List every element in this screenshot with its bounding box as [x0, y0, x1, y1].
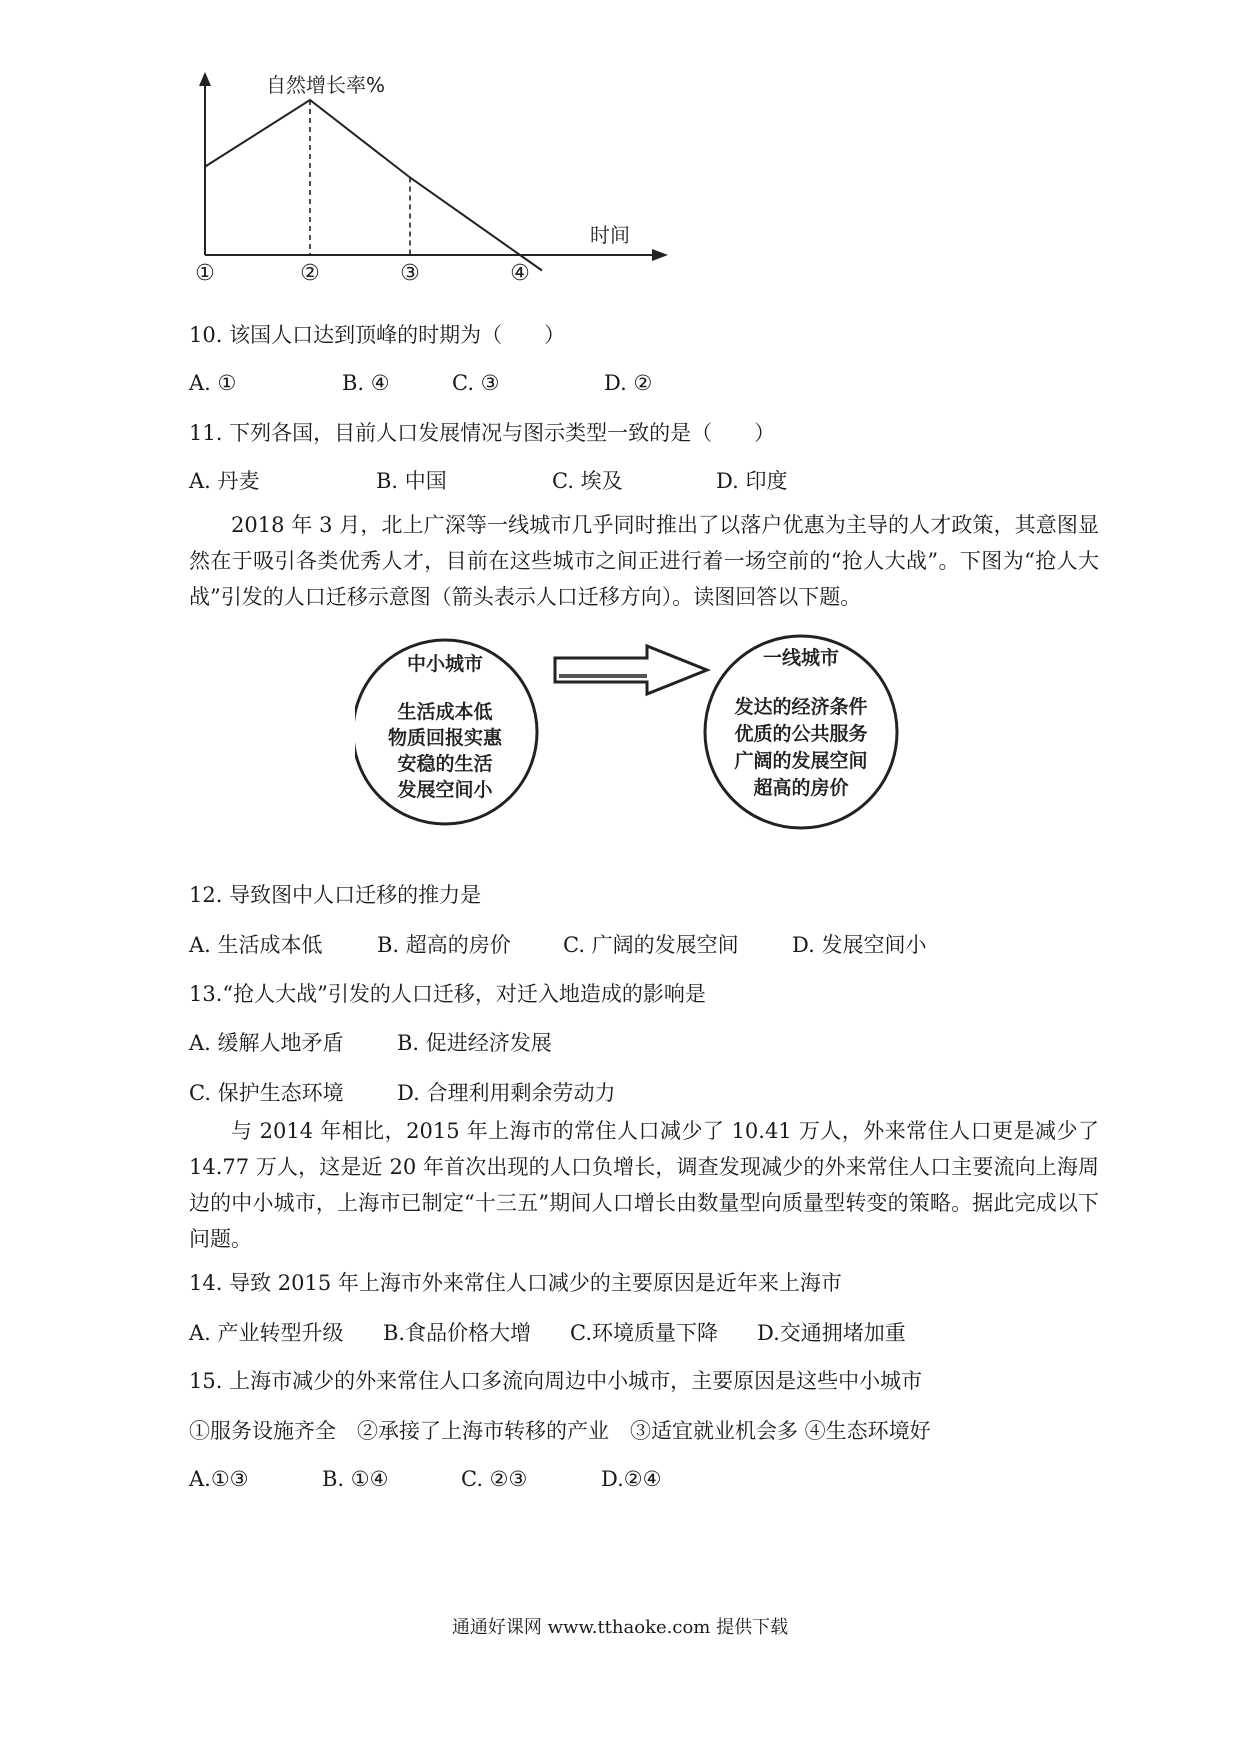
question-15-stem: 15. 上海市减少的外来常住人口多流向周边中小城市，主要原因是这些中小城市 [189, 1369, 923, 1393]
passage-talent-war: 2018 年 3 月，北上广深等一线城市几乎同时推出了以落户优惠为主导的人才政策，其意图显然在于吸引各类优秀人才，目前在这些城市之间正进行着一场空前的“抢人大战”。下图为“抢人大战”引发的人口迁移示意图（箭头表示人口迁移方向）。读图回答以下题。 [189, 513, 1099, 609]
q10-option-c: C. ③ [452, 371, 500, 395]
tick-label-2: ② [300, 261, 320, 286]
q10-option-b: B. ④ [342, 371, 390, 395]
small-city-item-4: 发展空间小 [397, 779, 493, 801]
q13-option-a: A. 缓解人地矛盾 [189, 1031, 344, 1055]
q10-option-a: A. ① [189, 371, 237, 395]
q14-option-b: B.食品价格大增 [383, 1321, 532, 1345]
growth-rate-chart [190, 70, 690, 290]
migration-diagram [355, 620, 915, 860]
migration-arrow [555, 646, 707, 694]
y-axis-arrow [199, 72, 211, 86]
first-tier-city-item-3: 广阔的发展空间 [734, 750, 868, 772]
question-13-stem: 13.“抢人大战”引发的人口迁移，对迁入地造成的影响是 [189, 982, 706, 1006]
question-10-stem: 10. 该国人口达到顶峰的时期为（ ） [189, 323, 566, 347]
q11-option-b: B. 中国 [376, 469, 447, 493]
first-tier-city-item-1: 发达的经济条件 [734, 696, 868, 718]
first-tier-city-item-2: 优质的公共服务 [734, 723, 868, 745]
question-14-stem: 14. 导致 2015 年上海市外来常住人口减少的主要原因是近年来上海市 [189, 1271, 842, 1295]
small-city-item-1: 生活成本低 [397, 701, 493, 723]
q14-option-c: C.环境质量下降 [570, 1321, 718, 1345]
q14-option-d: D.交通拥堵加重 [757, 1321, 906, 1345]
q13-option-b: B. 促进经济发展 [397, 1031, 552, 1055]
q12-option-d: D. 发展空间小 [792, 933, 927, 957]
page-footer: 通通好课网 www.tthaoke.com 提供下载 [451, 1617, 789, 1638]
tick-label-4: ④ [510, 261, 530, 286]
x-axis-label: 时间 [590, 223, 630, 247]
passage-shanghai-population: 与 2014 年相比，2015 年上海市的常住人口减少了 10.41 万人，外来常住人口更是减少了 14.77 万人，这是近 20 年首次出现的人口负增长，调查发现减少的外来常住人口主要流向上海周边的中小城市，上海市已制定“十三五”期间人口增长由数量型向质量型转变的策略。据此完成以下问题。 [189, 1119, 1099, 1251]
small-city-item-3: 安稳的生活 [397, 753, 493, 775]
q15-option-b: B. ①④ [322, 1467, 389, 1491]
q10-option-d: D. ② [604, 371, 653, 395]
x-axis-arrow [652, 249, 668, 261]
q14-option-a: A. 产业转型升级 [189, 1321, 344, 1345]
q15-option-d: D.②④ [601, 1467, 662, 1491]
q13-option-c: C. 保护生态环境 [189, 1081, 344, 1105]
tick-label-3: ③ [400, 261, 420, 286]
small-city-title: 中小城市 [406, 653, 484, 675]
q12-option-c: C. 广阔的发展空间 [563, 933, 739, 957]
q11-option-a: A. 丹麦 [189, 469, 260, 493]
first-tier-city-item-4: 超高的房价 [753, 777, 849, 799]
q11-option-c: C. 埃及 [552, 469, 623, 493]
q11-option-d: D. 印度 [716, 469, 788, 493]
series-line [205, 100, 542, 271]
q15-option-a: A.①③ [189, 1467, 249, 1491]
q13-option-d: D. 合理利用剩余劳动力 [397, 1081, 616, 1105]
q12-option-a: A. 生活成本低 [189, 933, 323, 957]
question-11-stem: 11. 下列各国，目前人口发展情况与图示类型一致的是（ ） [189, 421, 776, 445]
question-15-choices: ①服务设施齐全 ②承接了上海市转移的产业 ③适宜就业机会多 ④生态环境好 [189, 1419, 931, 1443]
y-axis-label: 自然增长率% [266, 73, 386, 97]
small-city-item-2: 物质回报实惠 [387, 727, 503, 749]
tick-label-1: ① [195, 261, 215, 286]
q15-option-c: C. ②③ [461, 1467, 528, 1491]
first-tier-city-title: 一线城市 [762, 647, 840, 669]
question-12-stem: 12. 导致图中人口迁移的推力是 [189, 883, 482, 907]
q12-option-b: B. 超高的房价 [377, 933, 511, 957]
